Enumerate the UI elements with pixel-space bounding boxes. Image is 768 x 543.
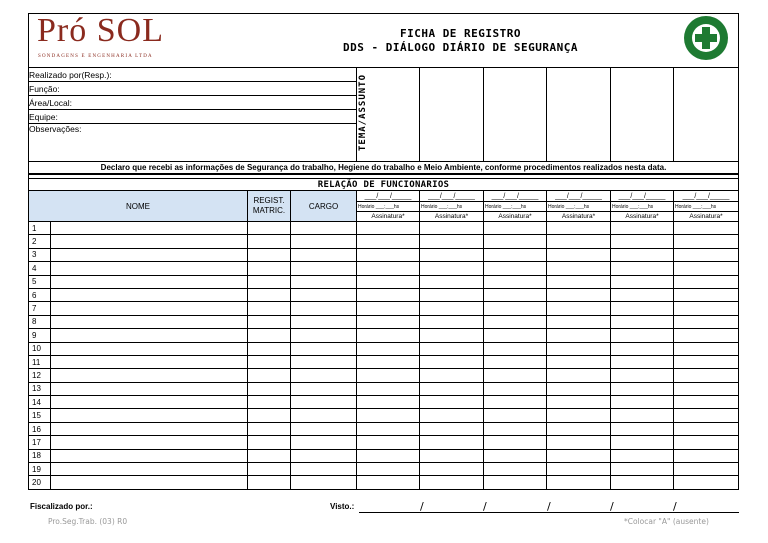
sign-cell[interactable] bbox=[547, 436, 611, 449]
sign-cell[interactable] bbox=[484, 315, 547, 328]
sign-cell[interactable] bbox=[611, 369, 674, 382]
sign-cell[interactable] bbox=[674, 463, 739, 476]
sign-cell[interactable] bbox=[420, 476, 484, 489]
session-horario-3[interactable]: Horário ___:___hs bbox=[484, 202, 547, 212]
row-number: 11 bbox=[29, 355, 51, 368]
regist-cell[interactable] bbox=[248, 329, 291, 342]
table-row bbox=[29, 476, 739, 489]
row-number: 6 bbox=[29, 288, 51, 301]
form-title bbox=[248, 14, 674, 68]
sign-cell[interactable] bbox=[420, 315, 484, 328]
session-date-3[interactable]: ___/___/_____ bbox=[484, 191, 547, 202]
sign-cell[interactable] bbox=[420, 235, 484, 248]
sign-cell[interactable] bbox=[484, 302, 547, 315]
row-number: 1 bbox=[29, 222, 51, 235]
sign-cell[interactable] bbox=[674, 449, 739, 462]
sign-cell[interactable] bbox=[547, 449, 611, 462]
row-number: 7 bbox=[29, 302, 51, 315]
sign-cell[interactable] bbox=[674, 355, 739, 368]
sign-cell[interactable] bbox=[674, 315, 739, 328]
sign-cell[interactable] bbox=[547, 262, 611, 275]
table-row bbox=[29, 275, 739, 288]
sign-cell[interactable] bbox=[674, 369, 739, 382]
table-row bbox=[29, 449, 739, 462]
session-horario-6[interactable]: Horário ___:___hs bbox=[674, 202, 739, 212]
cargo-cell[interactable] bbox=[291, 222, 357, 235]
nome-cell[interactable] bbox=[51, 235, 248, 248]
sign-cell[interactable] bbox=[420, 382, 484, 395]
sign-cell[interactable] bbox=[420, 288, 484, 301]
tema-assunto-label: TEMA/ASSUNTO bbox=[358, 73, 368, 151]
nome-cell[interactable] bbox=[51, 329, 248, 342]
sign-cell[interactable] bbox=[611, 422, 674, 435]
cargo-cell[interactable] bbox=[291, 396, 357, 409]
sign-cell[interactable] bbox=[674, 288, 739, 301]
nome-cell[interactable] bbox=[51, 315, 248, 328]
sign-cell[interactable] bbox=[357, 315, 420, 328]
sign-cell[interactable] bbox=[420, 409, 484, 422]
sign-cell[interactable] bbox=[357, 275, 420, 288]
session-horario-4[interactable]: Horário ___:___hs bbox=[547, 202, 611, 212]
sign-cell[interactable] bbox=[420, 275, 484, 288]
cargo-cell[interactable] bbox=[291, 342, 357, 355]
sign-cell[interactable] bbox=[357, 262, 420, 275]
cargo-cell[interactable] bbox=[291, 275, 357, 288]
sign-cell[interactable] bbox=[357, 222, 420, 235]
sign-cell[interactable] bbox=[611, 355, 674, 368]
visto-divider: / bbox=[420, 500, 424, 513]
sign-cell[interactable] bbox=[674, 382, 739, 395]
sign-cell[interactable] bbox=[547, 342, 611, 355]
row-number: 19 bbox=[29, 463, 51, 476]
row-number: 20 bbox=[29, 476, 51, 489]
session-date-1[interactable]: ___/___/_____ bbox=[357, 191, 420, 202]
sign-cell[interactable] bbox=[611, 449, 674, 462]
nome-cell[interactable] bbox=[51, 449, 248, 462]
sign-cell[interactable] bbox=[611, 342, 674, 355]
cargo-cell[interactable] bbox=[291, 302, 357, 315]
nome-cell[interactable] bbox=[51, 302, 248, 315]
col-regist bbox=[248, 191, 291, 222]
sign-cell[interactable] bbox=[547, 369, 611, 382]
sign-cell[interactable] bbox=[484, 396, 547, 409]
sign-cell[interactable] bbox=[484, 355, 547, 368]
visto-label: Visto.: bbox=[330, 502, 355, 511]
sign-cell[interactable] bbox=[547, 463, 611, 476]
sign-cell[interactable] bbox=[547, 302, 611, 315]
sign-cell[interactable] bbox=[420, 248, 484, 261]
sign-cell[interactable] bbox=[484, 382, 547, 395]
sign-cell[interactable] bbox=[420, 329, 484, 342]
form-title-line1: FICHA DE REGISTRO bbox=[399, 26, 522, 40]
col-regist-line2: MATRIC. bbox=[252, 206, 286, 215]
sign-cell[interactable] bbox=[611, 262, 674, 275]
sign-cell[interactable] bbox=[611, 275, 674, 288]
sign-cell[interactable] bbox=[547, 476, 611, 489]
row-number: 12 bbox=[29, 369, 51, 382]
sign-cell[interactable] bbox=[611, 248, 674, 261]
table-row bbox=[29, 355, 739, 368]
nome-cell[interactable] bbox=[51, 409, 248, 422]
sign-cell[interactable] bbox=[674, 396, 739, 409]
sign-cell[interactable] bbox=[611, 463, 674, 476]
row-number: 18 bbox=[29, 449, 51, 462]
nome-cell[interactable] bbox=[51, 355, 248, 368]
sign-cell[interactable] bbox=[674, 248, 739, 261]
table-row bbox=[29, 396, 739, 409]
regist-cell[interactable] bbox=[248, 302, 291, 315]
table-row bbox=[29, 235, 739, 248]
funcao-field[interactable]: Função: bbox=[29, 82, 357, 96]
table-row bbox=[29, 342, 739, 355]
cargo-cell[interactable] bbox=[291, 235, 357, 248]
sign-cell[interactable] bbox=[484, 248, 547, 261]
row-number: 13 bbox=[29, 382, 51, 395]
safety-cross-icon bbox=[682, 14, 730, 62]
sign-cell[interactable] bbox=[484, 463, 547, 476]
sign-cell[interactable] bbox=[420, 436, 484, 449]
table-row bbox=[29, 463, 739, 476]
sign-cell[interactable] bbox=[547, 288, 611, 301]
row-number: 10 bbox=[29, 342, 51, 355]
cargo-cell[interactable] bbox=[291, 449, 357, 462]
sign-cell[interactable] bbox=[357, 409, 420, 422]
logo-wordmark: Pró SOL bbox=[37, 13, 164, 49]
sign-cell[interactable] bbox=[674, 235, 739, 248]
session-assinatura-4: Assinatura* bbox=[547, 212, 611, 222]
session-horario-5[interactable]: Horário ___:___hs bbox=[611, 202, 674, 212]
table-row bbox=[29, 329, 739, 342]
sign-cell[interactable] bbox=[674, 222, 739, 235]
regist-cell[interactable] bbox=[248, 315, 291, 328]
logo-subtitle: SONDAGENS E ENGENHARIA LTDA bbox=[38, 54, 153, 59]
regist-cell[interactable] bbox=[248, 288, 291, 301]
row-number: 3 bbox=[29, 248, 51, 261]
nome-cell[interactable] bbox=[51, 463, 248, 476]
sign-cell[interactable] bbox=[420, 302, 484, 315]
nome-cell[interactable] bbox=[51, 248, 248, 261]
col-cargo: CARGO bbox=[291, 191, 357, 222]
sign-cell[interactable] bbox=[611, 396, 674, 409]
sign-cell[interactable] bbox=[484, 422, 547, 435]
sign-cell[interactable] bbox=[420, 222, 484, 235]
nome-cell[interactable] bbox=[51, 342, 248, 355]
sign-cell[interactable] bbox=[547, 409, 611, 422]
sign-cell[interactable] bbox=[484, 409, 547, 422]
sign-cell[interactable] bbox=[674, 302, 739, 315]
sign-cell[interactable] bbox=[611, 302, 674, 315]
regist-cell[interactable] bbox=[248, 409, 291, 422]
sign-cell[interactable] bbox=[484, 222, 547, 235]
table-row bbox=[29, 409, 739, 422]
fiscalizado-label: Fiscalizado por.: bbox=[30, 502, 93, 511]
sign-cell[interactable] bbox=[611, 235, 674, 248]
regist-cell[interactable] bbox=[248, 248, 291, 261]
sign-cell[interactable] bbox=[484, 235, 547, 248]
table-row bbox=[29, 262, 739, 275]
sign-cell[interactable] bbox=[674, 409, 739, 422]
table-row bbox=[29, 369, 739, 382]
regist-cell[interactable] bbox=[248, 222, 291, 235]
table-row bbox=[29, 315, 739, 328]
area-field[interactable]: Área/Local: bbox=[29, 96, 357, 110]
session-horario-1[interactable]: Horário ___:___hs bbox=[357, 202, 420, 212]
dds-form bbox=[28, 13, 738, 490]
sign-cell[interactable] bbox=[611, 329, 674, 342]
table-row bbox=[29, 422, 739, 435]
sign-cell[interactable] bbox=[484, 436, 547, 449]
col-regist-line1: REGIST. bbox=[253, 196, 285, 205]
sign-cell[interactable] bbox=[547, 422, 611, 435]
sign-cell[interactable] bbox=[611, 436, 674, 449]
cargo-cell[interactable] bbox=[291, 382, 357, 395]
sign-cell[interactable] bbox=[357, 396, 420, 409]
cargo-cell[interactable] bbox=[291, 476, 357, 489]
table-row bbox=[29, 436, 739, 449]
cargo-cell[interactable] bbox=[291, 248, 357, 261]
sign-cell[interactable] bbox=[420, 262, 484, 275]
sign-cell[interactable] bbox=[357, 476, 420, 489]
cargo-cell[interactable] bbox=[291, 315, 357, 328]
sign-cell[interactable] bbox=[484, 329, 547, 342]
sign-cell[interactable] bbox=[357, 329, 420, 342]
row-number: 16 bbox=[29, 422, 51, 435]
sign-cell[interactable] bbox=[674, 262, 739, 275]
sign-cell[interactable] bbox=[357, 382, 420, 395]
sign-cell[interactable] bbox=[547, 275, 611, 288]
visto-divider: / bbox=[610, 500, 614, 513]
table-row bbox=[29, 382, 739, 395]
sign-cell[interactable] bbox=[420, 369, 484, 382]
company-logo bbox=[29, 14, 248, 68]
relacao-title: RELAÇÃO DE FUNCIONARIOS bbox=[29, 179, 739, 191]
sign-cell[interactable] bbox=[484, 369, 547, 382]
sign-cell[interactable] bbox=[547, 355, 611, 368]
regist-cell[interactable] bbox=[248, 342, 291, 355]
cargo-cell[interactable] bbox=[291, 355, 357, 368]
session-assinatura-2: Assinatura* bbox=[420, 212, 484, 222]
sign-cell[interactable] bbox=[547, 382, 611, 395]
sign-cell[interactable] bbox=[547, 235, 611, 248]
row-number: 14 bbox=[29, 396, 51, 409]
table-row bbox=[29, 248, 739, 261]
nome-cell[interactable] bbox=[51, 396, 248, 409]
sign-cell[interactable] bbox=[484, 262, 547, 275]
row-number: 15 bbox=[29, 409, 51, 422]
sign-cell[interactable] bbox=[357, 248, 420, 261]
nome-cell[interactable] bbox=[51, 436, 248, 449]
sign-cell[interactable] bbox=[674, 422, 739, 435]
sign-cell[interactable] bbox=[420, 449, 484, 462]
sign-cell[interactable] bbox=[611, 315, 674, 328]
session-assinatura-1: Assinatura* bbox=[357, 212, 420, 222]
observacoes-field[interactable]: Observações: bbox=[29, 124, 357, 162]
sign-cell[interactable] bbox=[420, 342, 484, 355]
sign-cell[interactable] bbox=[357, 369, 420, 382]
col-nome: NOME bbox=[29, 191, 248, 222]
row-number: 17 bbox=[29, 436, 51, 449]
safety-seal bbox=[674, 14, 739, 68]
sign-cell[interactable] bbox=[420, 463, 484, 476]
regist-cell[interactable] bbox=[248, 369, 291, 382]
regist-cell[interactable] bbox=[248, 422, 291, 435]
sign-cell[interactable] bbox=[611, 222, 674, 235]
sign-cell[interactable] bbox=[611, 382, 674, 395]
sign-cell[interactable] bbox=[357, 342, 420, 355]
visto-divider: / bbox=[547, 500, 551, 513]
sign-cell[interactable] bbox=[547, 315, 611, 328]
nome-cell[interactable] bbox=[51, 476, 248, 489]
visto-divider: / bbox=[673, 500, 677, 513]
realizado-field[interactable]: Realizado por(Resp.): bbox=[29, 68, 357, 82]
sign-cell[interactable] bbox=[420, 396, 484, 409]
nome-cell[interactable] bbox=[51, 369, 248, 382]
nome-cell[interactable] bbox=[51, 275, 248, 288]
sign-cell[interactable] bbox=[674, 476, 739, 489]
session-assinatura-6: Assinatura* bbox=[674, 212, 739, 222]
regist-cell[interactable] bbox=[248, 396, 291, 409]
session-horario-2[interactable]: Horário ___:___hs bbox=[420, 202, 484, 212]
cargo-cell[interactable] bbox=[291, 409, 357, 422]
sign-cell[interactable] bbox=[357, 355, 420, 368]
session-date-2[interactable]: ___/___/_____ bbox=[420, 191, 484, 202]
sign-cell[interactable] bbox=[674, 275, 739, 288]
sign-cell[interactable] bbox=[420, 422, 484, 435]
sign-cell[interactable] bbox=[674, 436, 739, 449]
session-assinatura-5: Assinatura* bbox=[611, 212, 674, 222]
cargo-cell[interactable] bbox=[291, 288, 357, 301]
sign-cell[interactable] bbox=[484, 476, 547, 489]
row-number: 4 bbox=[29, 262, 51, 275]
sign-cell[interactable] bbox=[611, 476, 674, 489]
cargo-cell[interactable] bbox=[291, 329, 357, 342]
cargo-cell[interactable] bbox=[291, 369, 357, 382]
session-date-4[interactable]: ___/___/_____ bbox=[547, 191, 611, 202]
regist-cell[interactable] bbox=[248, 463, 291, 476]
absent-note: *Colocar "A" (ausente) bbox=[624, 517, 709, 526]
session-assinatura-3: Assinatura* bbox=[484, 212, 547, 222]
table-row bbox=[29, 302, 739, 315]
regist-cell[interactable] bbox=[248, 382, 291, 395]
nome-cell[interactable] bbox=[51, 422, 248, 435]
cargo-cell[interactable] bbox=[291, 262, 357, 275]
sign-cell[interactable] bbox=[357, 288, 420, 301]
sign-cell[interactable] bbox=[357, 302, 420, 315]
sign-cell[interactable] bbox=[357, 235, 420, 248]
regist-cell[interactable] bbox=[248, 436, 291, 449]
equipe-field[interactable]: Equipe: bbox=[29, 110, 357, 124]
sign-cell[interactable] bbox=[674, 342, 739, 355]
row-number: 5 bbox=[29, 275, 51, 288]
session-date-5[interactable]: ___/___/_____ bbox=[611, 191, 674, 202]
row-number: 8 bbox=[29, 315, 51, 328]
sign-cell[interactable] bbox=[357, 422, 420, 435]
nome-cell[interactable] bbox=[51, 262, 248, 275]
table-row bbox=[29, 288, 739, 301]
cargo-cell[interactable] bbox=[291, 436, 357, 449]
regist-cell[interactable] bbox=[248, 262, 291, 275]
cargo-cell[interactable] bbox=[291, 422, 357, 435]
sign-cell[interactable] bbox=[484, 342, 547, 355]
regist-cell[interactable] bbox=[248, 476, 291, 489]
sign-cell[interactable] bbox=[611, 288, 674, 301]
sign-cell[interactable] bbox=[484, 449, 547, 462]
nome-cell[interactable] bbox=[51, 222, 248, 235]
sign-cell[interactable] bbox=[357, 436, 420, 449]
sign-cell[interactable] bbox=[547, 396, 611, 409]
sign-cell[interactable] bbox=[420, 355, 484, 368]
form-code: Pro.Seg.Trab. (03) R0 bbox=[48, 517, 128, 526]
form-title-line2: DDS - DIÁLOGO DIÁRIO DE SEGURANÇA bbox=[342, 40, 579, 54]
cargo-cell[interactable] bbox=[291, 463, 357, 476]
sign-cell[interactable] bbox=[547, 329, 611, 342]
table-row bbox=[29, 222, 739, 235]
sign-cell[interactable] bbox=[357, 449, 420, 462]
sign-cell[interactable] bbox=[357, 463, 420, 476]
regist-cell[interactable] bbox=[248, 355, 291, 368]
regist-cell[interactable] bbox=[248, 275, 291, 288]
regist-cell[interactable] bbox=[248, 235, 291, 248]
nome-cell[interactable] bbox=[51, 382, 248, 395]
nome-cell[interactable] bbox=[51, 288, 248, 301]
sign-cell[interactable] bbox=[611, 409, 674, 422]
row-number: 2 bbox=[29, 235, 51, 248]
declaration-text: Declaro que recebi as informações de Segurança do trabalho, Hegiene do trabalho e Meio Ambiente, conforme procedimentos realizados nesta data. bbox=[29, 162, 739, 175]
visto-divider: / bbox=[483, 500, 487, 513]
sign-cell[interactable] bbox=[484, 288, 547, 301]
sign-cell[interactable] bbox=[547, 222, 611, 235]
session-date-6[interactable]: ___/___/_____ bbox=[674, 191, 739, 202]
regist-cell[interactable] bbox=[248, 449, 291, 462]
sign-cell[interactable] bbox=[674, 329, 739, 342]
sign-cell[interactable] bbox=[484, 275, 547, 288]
row-number: 9 bbox=[29, 329, 51, 342]
sign-cell[interactable] bbox=[547, 248, 611, 261]
